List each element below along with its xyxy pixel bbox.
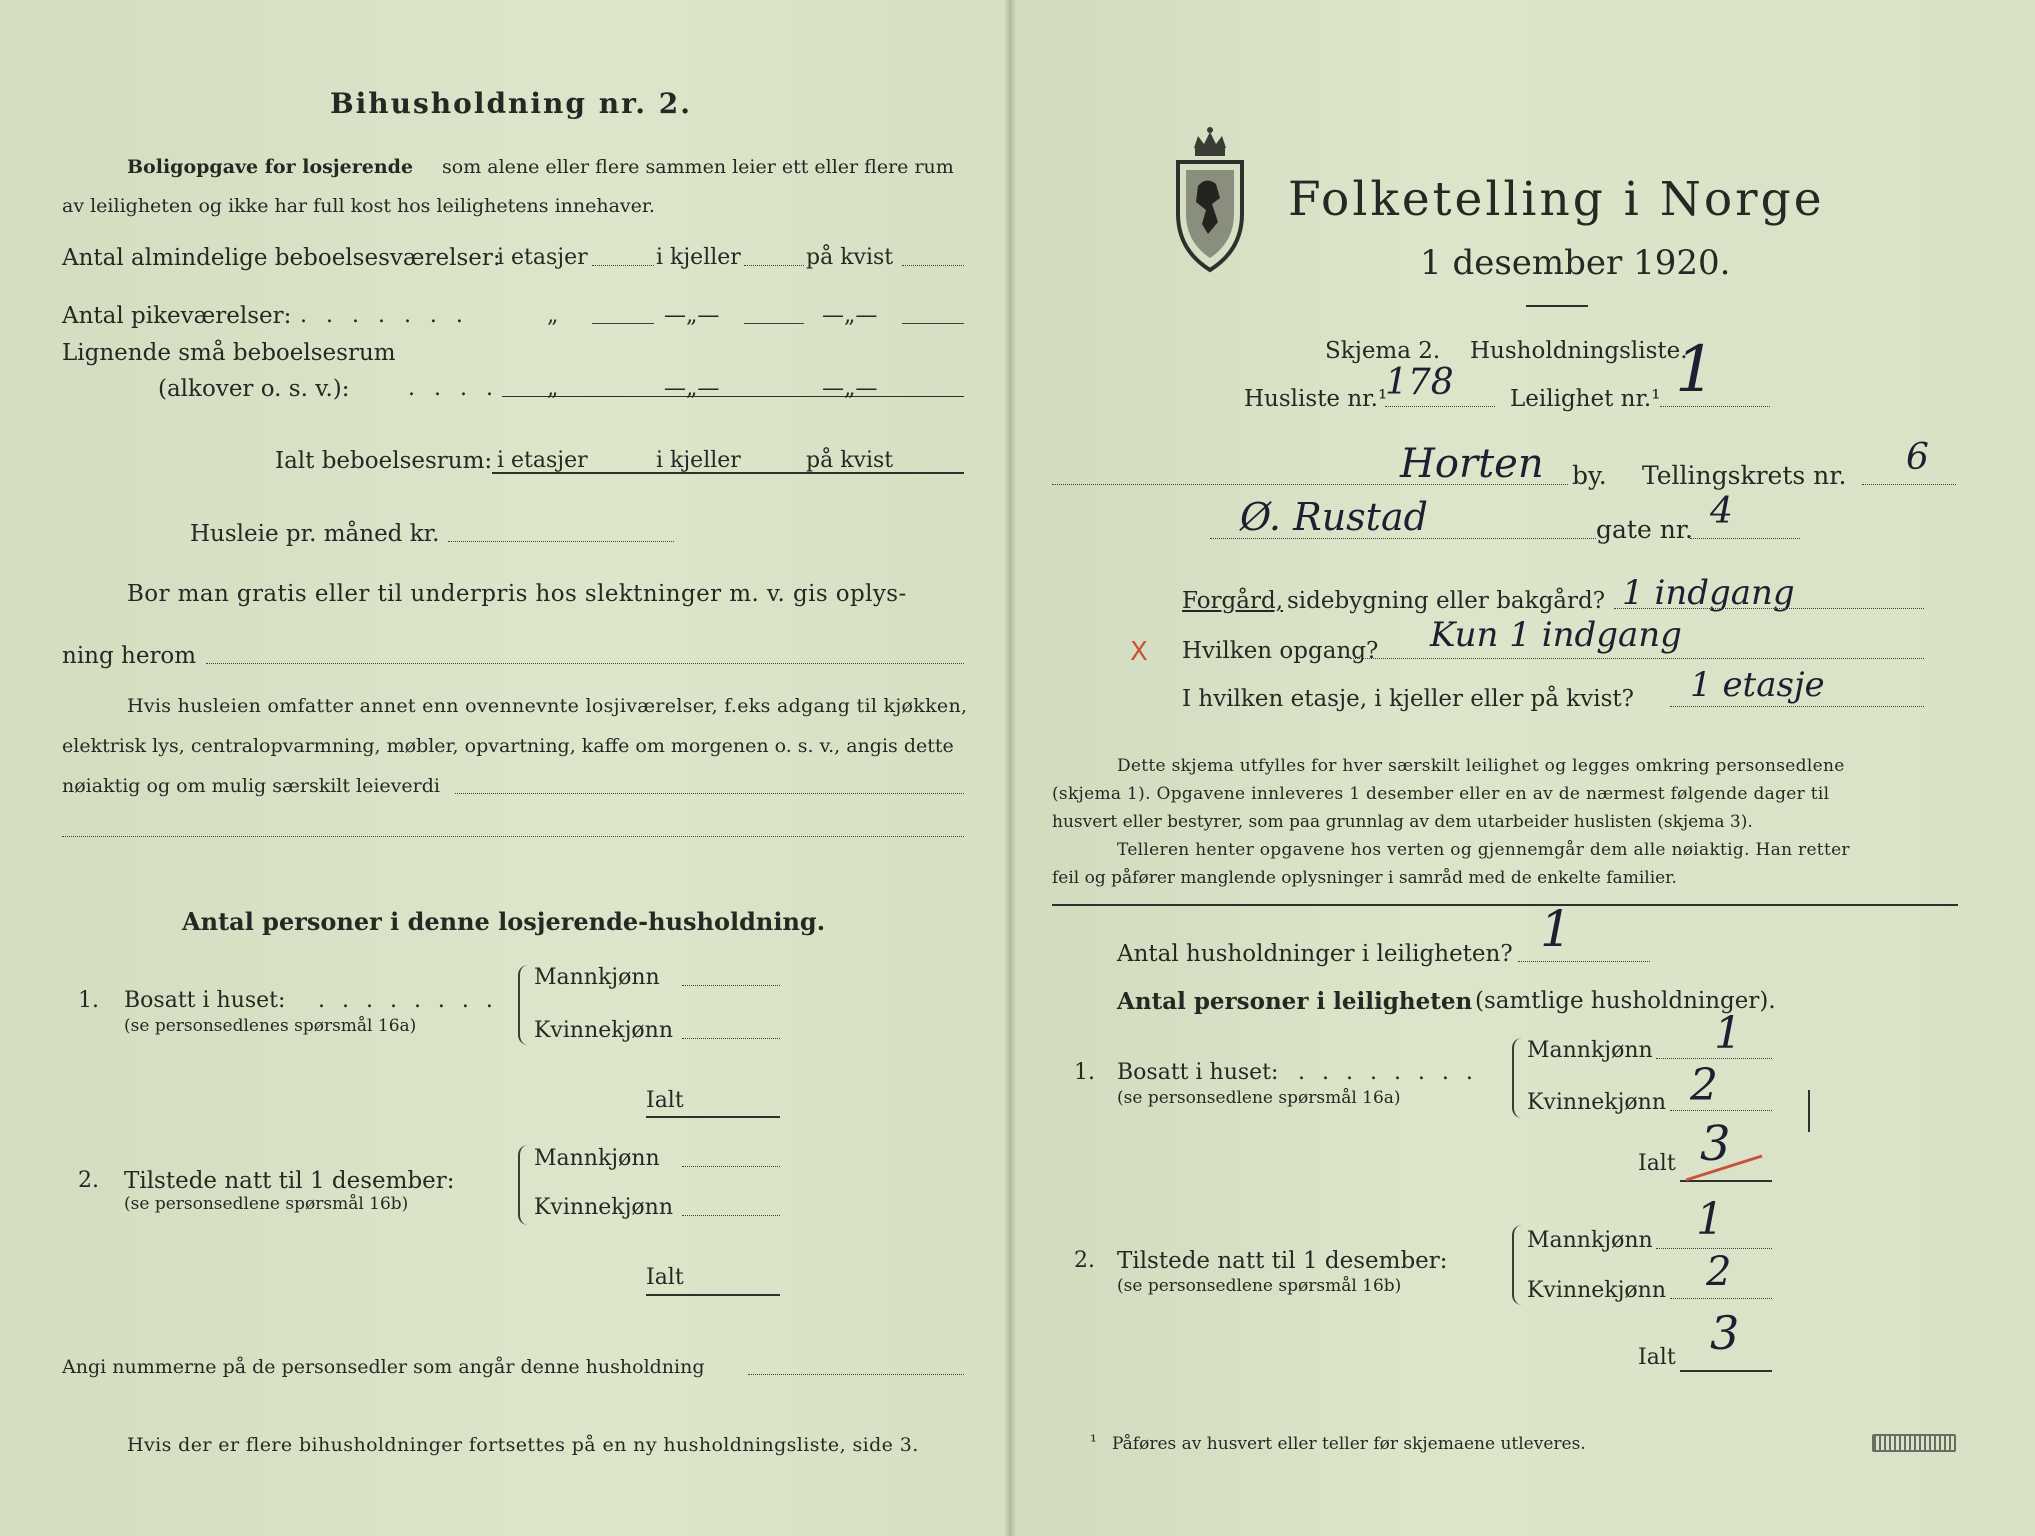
intro-line2: av leiligheten og ikke har full kost hos leilighetens innehaver.: [62, 195, 655, 217]
rooms-etasjer-line: [592, 265, 654, 266]
pike-line-1: [592, 323, 654, 324]
left-q2-kvinne: Kvinnekjønn: [534, 1195, 673, 1220]
footnote-text: Påføres av husvert eller teller før skjemaene utleveres.: [1112, 1434, 1586, 1454]
ialt-etasjer-label: i etasjer: [497, 448, 588, 473]
opgang-value: Kun 1 indgang: [1430, 615, 1682, 655]
right-q2-mann-value: 1: [1696, 1194, 1724, 1245]
left-q1-num: 1.: [78, 988, 99, 1013]
right-q1-mann: Mannkjønn: [1527, 1038, 1653, 1063]
leilighet-value: 1: [1675, 333, 1716, 407]
opgang-label: Hvilken opgang?: [1182, 638, 1379, 664]
angi-text: Angi nummerne på de personsedler som angår denne husholdning: [62, 1356, 705, 1378]
etasje-line: [1670, 706, 1924, 707]
instr-line5: feil og påfører manglende oplysninger i samråd med de enkelte familier.: [1052, 868, 1677, 888]
norway-coat-of-arms-icon: [1168, 126, 1252, 274]
page-fold: [1004, 0, 1016, 1536]
intro-bold: Boligopgave for losjerende: [127, 156, 414, 178]
hvis-line1: Hvis husleien omfatter annet enn ovennevnte losjiværelser, f.eks adgang til kjøkken,: [127, 695, 968, 717]
instr-line2: (skjema 1). Opgavene innleveres 1 desember eller en av de nærmest følgende dager til: [1052, 784, 1830, 804]
left-persons-title: Antal personer i denne losjerende-husholdning.: [182, 907, 826, 936]
left-q2-sub: (se personsedlene spørsmål 16b): [124, 1194, 409, 1214]
instr-divider: [1052, 904, 1958, 906]
rooms-kjeller-line: [744, 265, 804, 266]
left-q2-ialt-line: [646, 1294, 780, 1296]
right-q1-margin-mark: [1808, 1090, 1810, 1132]
right-q2-kvinne: Kvinnekjønn: [1527, 1278, 1666, 1303]
alkover-ditto-3: —„—: [822, 376, 878, 401]
left-q2-ialt: Ialt: [646, 1265, 684, 1290]
rooms-kvist-line: [902, 265, 964, 266]
alkover-dots: . . . .: [408, 376, 499, 401]
rooms-kvist-label: på kvist: [806, 245, 894, 270]
krets-line: [1862, 484, 1956, 485]
forgard-label: Forgård,: [1182, 588, 1284, 614]
left-q1-kvinne-line: [682, 1038, 780, 1039]
by-line: [1052, 484, 1568, 485]
instr-line1: Dette skjema utfylles for hver særskilt leilighet og legges omkring personsedlene: [1117, 756, 1845, 776]
left-q2-kvinne-line: [682, 1215, 780, 1216]
right-q2-label: Tilstede natt til 1 desember:: [1117, 1248, 1448, 1274]
right-q1-brace: [1512, 1038, 1524, 1118]
right-q2-kvinne-value: 2: [1706, 1249, 1732, 1295]
left-q1-sub: (se personsedlenes spørsmål 16a): [124, 1016, 417, 1036]
etasje-label: I hvilken etasje, i kjeller eller på kvist?: [1182, 686, 1634, 712]
right-persons-bold: Antal personer i leiligheten: [1117, 988, 1473, 1015]
pike-label: Antal pikeværelser:: [62, 303, 292, 329]
left-footer: Hvis der er flere bihusholdninger fortsettes på en ny husholdningsliste, side 3.: [127, 1434, 919, 1456]
x-mark: X: [1130, 637, 1148, 667]
hvis-line: [455, 793, 964, 794]
left-q1-ialt-line: [646, 1116, 780, 1118]
rooms-kjeller-label: i kjeller: [656, 245, 741, 270]
pike-ditto-1: „: [547, 303, 559, 328]
right-q1-mann-line: [1656, 1058, 1772, 1059]
left-q1-brace: [518, 965, 530, 1045]
bor-line1: Bor man gratis eller til underpris hos slektninger m. v. gis oplys-: [127, 581, 907, 607]
ialt-rooms-underline: [492, 472, 964, 474]
right-q1-num: 1.: [1074, 1060, 1095, 1085]
right-persons-rest: (samtlige husholdninger).: [1475, 988, 1776, 1014]
husleie-line: [448, 541, 674, 542]
by-label: by.: [1572, 461, 1607, 490]
husleie-label: Husleie pr. måned kr.: [190, 521, 440, 547]
right-q2-brace: [1512, 1225, 1524, 1305]
forgard-line: [1614, 608, 1924, 609]
left-q1-mann-line: [682, 985, 780, 986]
lignende-label: Lignende små beboelsesrum: [62, 340, 396, 366]
left-q1-label: Bosatt i huset:: [124, 988, 286, 1013]
forgard-value: 1 indgang: [1622, 573, 1795, 613]
hvis-line3: nøiaktig og om mulig særskilt leieverdi: [62, 775, 440, 797]
angi-line: [748, 1374, 964, 1375]
antal-hush-line: [1518, 961, 1650, 962]
instr-line4: Telleren henter opgavene hos verten og gjennemgår dem alle nøiaktig. Han retter: [1117, 840, 1850, 860]
rooms-etasjer-label: i etasjer: [497, 245, 588, 270]
red-check-mark-icon: [1682, 1150, 1768, 1186]
title-divider: [1526, 305, 1588, 307]
ialt-kvist-label: på kvist: [806, 448, 894, 473]
left-q1-kvinne: Kvinnekjønn: [534, 1018, 673, 1043]
gate-nr-value: 4: [1710, 491, 1733, 532]
pike-ditto-3: —„—: [822, 303, 878, 328]
pike-dots: . . . . . . .: [300, 303, 469, 328]
alkover-line: [502, 396, 964, 397]
sidebygning-label: sidebygning eller bakgård?: [1287, 588, 1606, 614]
pike-line-2: [744, 323, 804, 324]
pike-ditto-2: —„—: [664, 303, 720, 328]
right-q1-kvinne-value: 2: [1690, 1060, 1718, 1111]
left-q2-num: 2.: [78, 1168, 99, 1193]
rooms-label: Antal almindelige beboelsesværelser:: [62, 245, 501, 271]
right-q2-mann: Mannkjønn: [1527, 1228, 1653, 1253]
husliste-label: Husliste nr.¹: [1244, 386, 1388, 412]
krets-value: 6: [1906, 437, 1929, 478]
antal-hush-value: 1: [1540, 900, 1572, 958]
right-q2-sub: (se personsedlene spørsmål 16b): [1117, 1276, 1402, 1296]
left-q2-mann-line: [682, 1166, 780, 1167]
right-title: Folketelling i Norge: [1288, 172, 1825, 227]
husliste-line: [1385, 406, 1495, 407]
gate-line: [1210, 538, 1596, 539]
bor-line2: ning herom: [62, 643, 197, 669]
alkover-ditto-2: —„—: [664, 376, 720, 401]
right-q1-ialt-value: 3: [1700, 1116, 1731, 1172]
left-q2-label: Tilstede natt til 1 desember:: [124, 1168, 455, 1194]
gate-value: Ø. Rustad: [1240, 495, 1428, 539]
skjema-label: Skjema 2.: [1325, 338, 1441, 364]
right-q2-ialt: Ialt: [1638, 1345, 1676, 1370]
right-q1-sub: (se personsedlene spørsmål 16a): [1117, 1088, 1401, 1108]
right-q1-dots: . . . . . . . .: [1298, 1060, 1478, 1085]
skjema-name: Husholdningsliste.: [1470, 338, 1688, 364]
right-q2-num: 2.: [1074, 1248, 1095, 1273]
left-q1-ialt: Ialt: [646, 1088, 684, 1113]
hvis-extra-line: [62, 836, 964, 837]
left-q2-mann: Mannkjønn: [534, 1146, 660, 1171]
printer-stamp: [1872, 1434, 1956, 1452]
ialt-kjeller-label: i kjeller: [656, 448, 741, 473]
right-q1-kvinne-line: [1670, 1110, 1772, 1111]
antal-hush-label: Antal husholdninger i leiligheten?: [1117, 941, 1513, 967]
husliste-value: 178: [1385, 362, 1454, 403]
gate-nr-line: [1690, 538, 1800, 539]
krets-label: Tellingskrets nr.: [1642, 461, 1847, 490]
footnote-mark: ¹: [1090, 1432, 1097, 1452]
alkover-label: (alkover o. s. v.):: [158, 376, 350, 402]
leilighet-line: [1660, 406, 1770, 407]
hvis-line2: elektrisk lys, centralopvarmning, møbler, opvartning, kaffe om morgenen o. s. v., angis dette: [62, 735, 954, 757]
etasje-value: 1 etasje: [1690, 665, 1825, 705]
left-page: [0, 0, 1010, 1536]
left-title: Bihusholdning nr. 2.: [330, 87, 692, 120]
gate-label: gate nr.: [1596, 515, 1693, 544]
left-q2-brace: [518, 1145, 530, 1225]
right-q1-kvinne: Kvinnekjønn: [1527, 1090, 1666, 1115]
right-q2-kvinne-line: [1670, 1298, 1772, 1299]
right-q1-mann-value: 1: [1714, 1008, 1742, 1059]
opgang-line: [1350, 658, 1924, 659]
bor-line: [206, 663, 964, 664]
pike-line-3: [902, 323, 964, 324]
right-q2-ialt-value: 3: [1710, 1306, 1740, 1360]
instr-line3: husvert eller bestyrer, som paa grunnlag av dem utarbeider huslisten (skjema 3).: [1052, 812, 1753, 832]
right-q2-ialt-line: [1680, 1370, 1772, 1372]
right-q1-ialt: Ialt: [1638, 1151, 1676, 1176]
leilighet-label: Leilighet nr.¹: [1510, 386, 1661, 412]
intro-rest: som alene eller flere sammen leier ett eller flere rum: [442, 156, 954, 178]
right-date: 1 desember 1920.: [1420, 243, 1731, 283]
by-value: Horten: [1400, 441, 1544, 487]
right-q1-label: Bosatt i huset:: [1117, 1060, 1279, 1085]
alkover-ditto-1: „: [547, 376, 559, 401]
left-q1-mann: Mannkjønn: [534, 965, 660, 990]
ialt-rooms-label: Ialt beboelsesrum:: [275, 448, 493, 474]
left-q1-dots: . . . . . . . .: [318, 988, 498, 1013]
